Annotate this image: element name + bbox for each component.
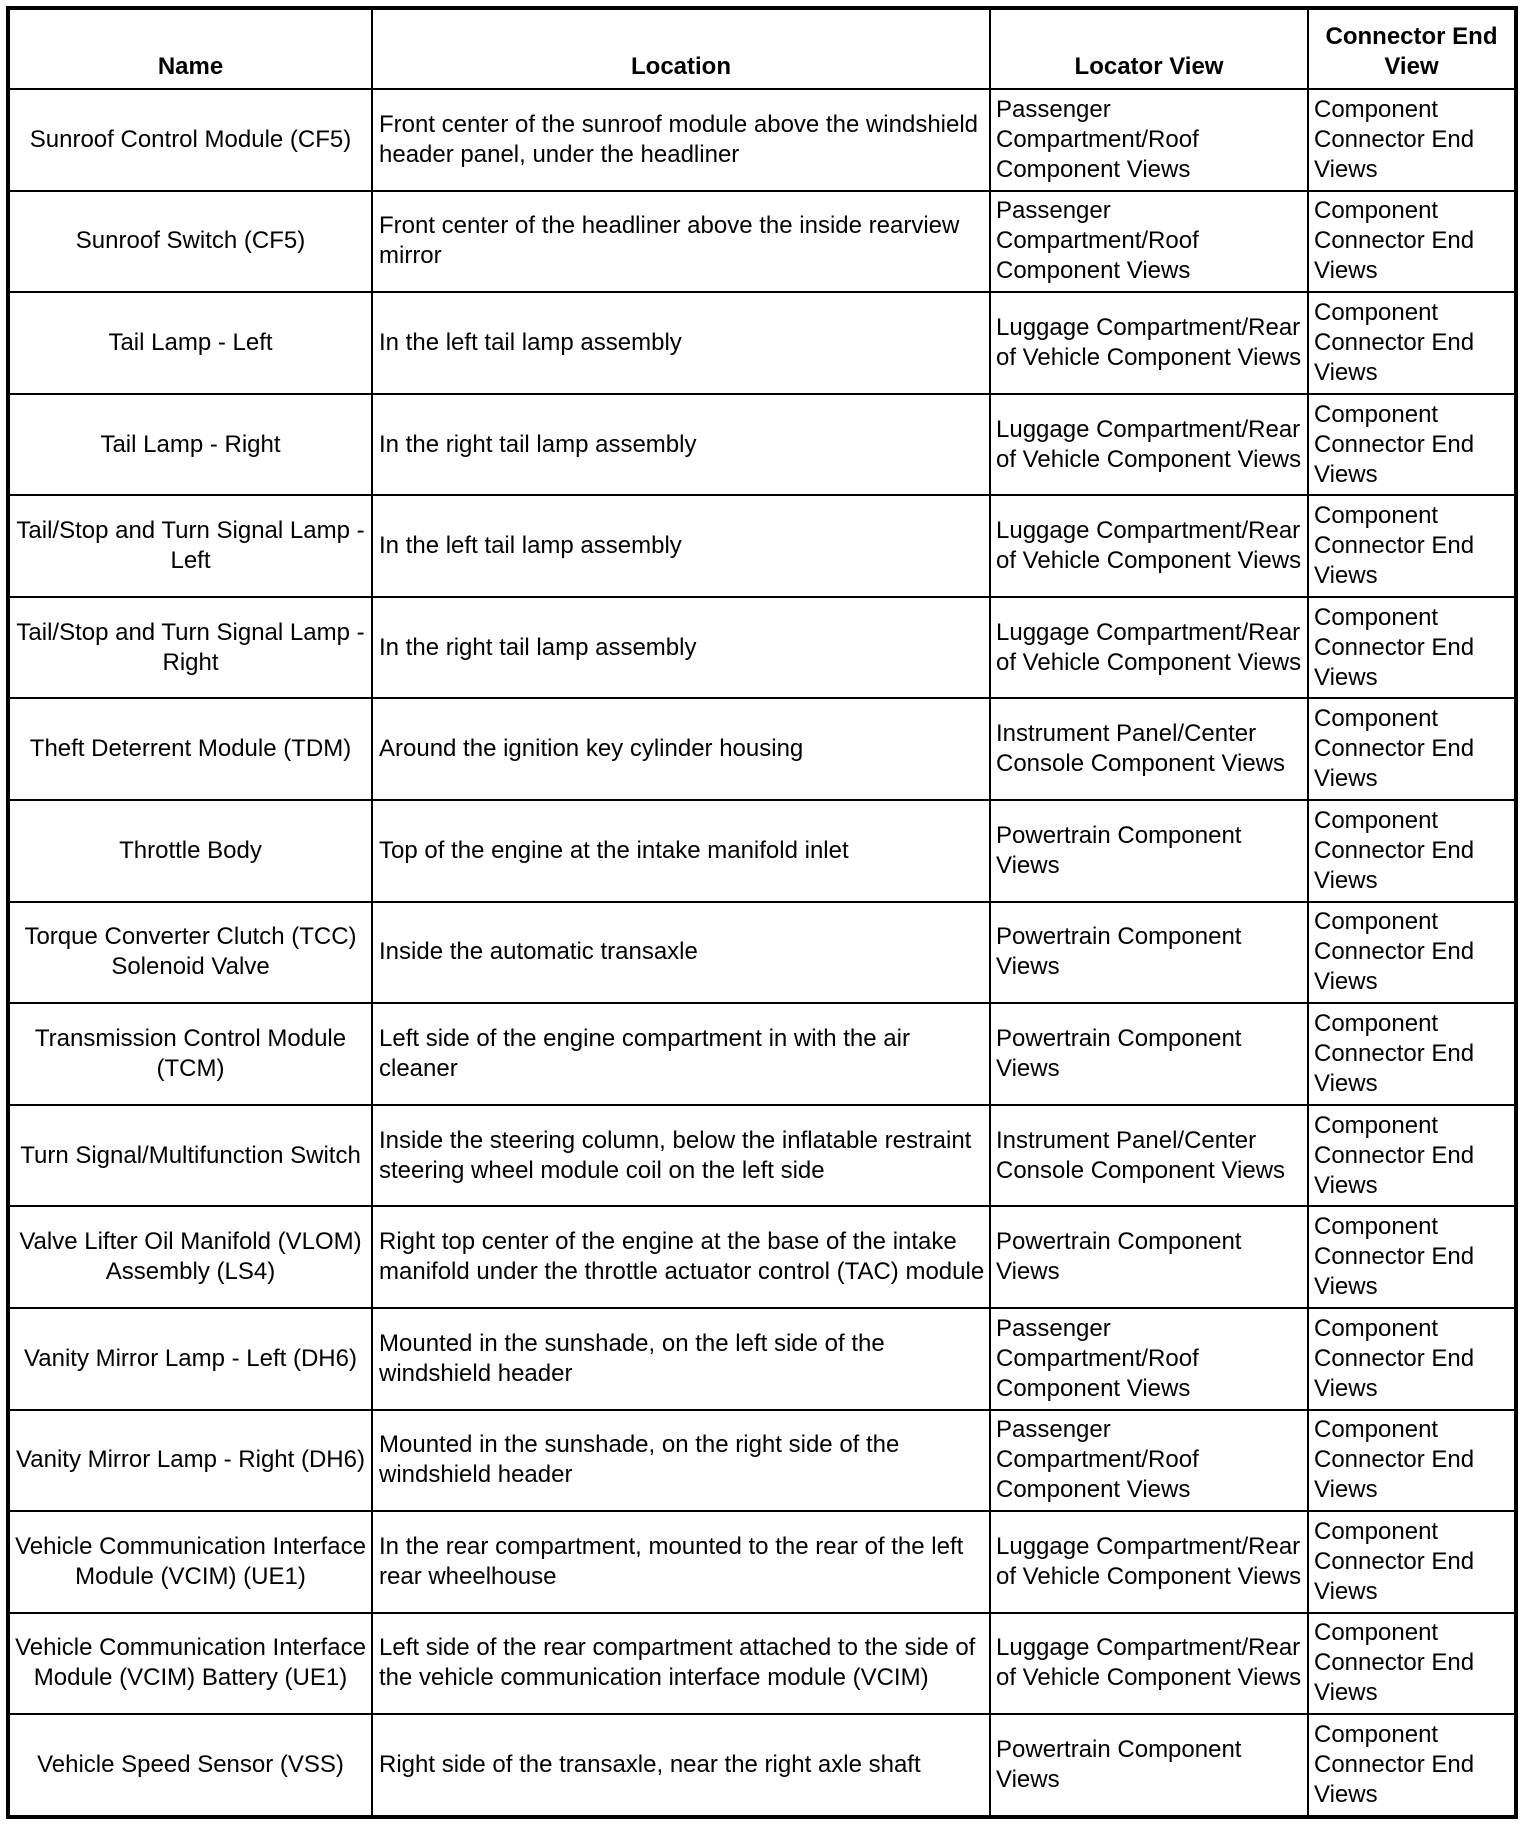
cell-name: Vanity Mirror Lamp - Right (DH6)	[8, 1410, 372, 1512]
cell-name: Valve Lifter Oil Manifold (VLOM) Assembly (LS4)	[8, 1206, 372, 1308]
table-row	[8, 1308, 1516, 1410]
component-locator-table	[6, 6, 1518, 1819]
table-row	[8, 800, 1516, 902]
cell-connector-end-view: Component Connector End Views	[1308, 800, 1516, 902]
cell-name: Tail Lamp - Left	[8, 292, 372, 394]
cell-location: In the rear compartment, mounted to the rear of the left rear wheelhouse	[372, 1511, 990, 1613]
cell-location: Mounted in the sunshade, on the left side of the windshield header	[372, 1308, 990, 1410]
cell-location: Inside the automatic transaxle	[372, 902, 990, 1004]
cell-name: Vehicle Speed Sensor (VSS)	[8, 1714, 372, 1817]
cell-location: Mounted in the sunshade, on the right side of the windshield header	[372, 1410, 990, 1512]
cell-connector-end-view: Component Connector End Views	[1308, 597, 1516, 699]
cell-name: Tail/Stop and Turn Signal Lamp - Left	[8, 495, 372, 597]
cell-location: In the left tail lamp assembly	[372, 495, 990, 597]
cell-location: Inside the steering column, below the inflatable restraint steering wheel module coil on the left side	[372, 1105, 990, 1207]
cell-locator-view: Luggage Compartment/Rear of Vehicle Component Views	[990, 597, 1308, 699]
cell-connector-end-view: Component Connector End Views	[1308, 1613, 1516, 1715]
cell-connector-end-view: Component Connector End Views	[1308, 191, 1516, 293]
cell-name: Vanity Mirror Lamp - Left (DH6)	[8, 1308, 372, 1410]
table-row	[8, 1206, 1516, 1308]
header-location: Location	[372, 8, 990, 89]
cell-locator-view: Luggage Compartment/Rear of Vehicle Component Views	[990, 394, 1308, 496]
cell-locator-view: Passenger Compartment/Roof Component Views	[990, 191, 1308, 293]
cell-locator-view: Powertrain Component Views	[990, 1714, 1308, 1817]
cell-location: Right top center of the engine at the base of the intake manifold under the throttle actuator control (TAC) module	[372, 1206, 990, 1308]
component-locator-table-container	[6, 6, 1514, 1819]
cell-locator-view: Passenger Compartment/Roof Component Views	[990, 1410, 1308, 1512]
cell-name: Sunroof Control Module (CF5)	[8, 89, 372, 191]
header-connector-end-view: Connector End View	[1308, 8, 1516, 89]
cell-location: Right side of the transaxle, near the right axle shaft	[372, 1714, 990, 1817]
table-row	[8, 1003, 1516, 1105]
table-row	[8, 495, 1516, 597]
cell-location: In the right tail lamp assembly	[372, 394, 990, 496]
cell-locator-view: Luggage Compartment/Rear of Vehicle Component Views	[990, 1511, 1308, 1613]
cell-locator-view: Passenger Compartment/Roof Component Views	[990, 89, 1308, 191]
cell-connector-end-view: Component Connector End Views	[1308, 1206, 1516, 1308]
cell-name: Turn Signal/Multifunction Switch	[8, 1105, 372, 1207]
cell-location: Top of the engine at the intake manifold inlet	[372, 800, 990, 902]
cell-location: Left side of the rear compartment attached to the side of the vehicle communication interface module (VCIM)	[372, 1613, 990, 1715]
cell-locator-view: Luggage Compartment/Rear of Vehicle Component Views	[990, 495, 1308, 597]
cell-location: In the right tail lamp assembly	[372, 597, 990, 699]
cell-connector-end-view: Component Connector End Views	[1308, 1003, 1516, 1105]
table-row	[8, 1511, 1516, 1613]
table-row	[8, 902, 1516, 1004]
cell-connector-end-view: Component Connector End Views	[1308, 1511, 1516, 1613]
cell-name: Tail/Stop and Turn Signal Lamp - Right	[8, 597, 372, 699]
table-row	[8, 597, 1516, 699]
cell-connector-end-view: Component Connector End Views	[1308, 292, 1516, 394]
header-name: Name	[8, 8, 372, 89]
cell-locator-view: Powertrain Component Views	[990, 800, 1308, 902]
cell-locator-view: Luggage Compartment/Rear of Vehicle Component Views	[990, 1613, 1308, 1715]
cell-connector-end-view: Component Connector End Views	[1308, 1308, 1516, 1410]
cell-locator-view: Powertrain Component Views	[990, 1206, 1308, 1308]
cell-location: Around the ignition key cylinder housing	[372, 698, 990, 800]
cell-connector-end-view: Component Connector End Views	[1308, 1714, 1516, 1817]
header-locator-view: Locator View	[990, 8, 1308, 89]
cell-location: Left side of the engine compartment in with the air cleaner	[372, 1003, 990, 1105]
cell-connector-end-view: Component Connector End Views	[1308, 698, 1516, 800]
table-row	[8, 89, 1516, 191]
cell-connector-end-view: Component Connector End Views	[1308, 89, 1516, 191]
table-row	[8, 394, 1516, 496]
table-row	[8, 1613, 1516, 1715]
cell-name: Vehicle Communication Interface Module (VCIM) (UE1)	[8, 1511, 372, 1613]
table-body	[8, 89, 1516, 1817]
table-row	[8, 1105, 1516, 1207]
cell-name: Torque Converter Clutch (TCC) Solenoid Valve	[8, 902, 372, 1004]
cell-location: Front center of the sunroof module above the windshield header panel, under the headliner	[372, 89, 990, 191]
cell-locator-view: Instrument Panel/Center Console Component Views	[990, 698, 1308, 800]
cell-connector-end-view: Component Connector End Views	[1308, 394, 1516, 496]
cell-locator-view: Powertrain Component Views	[990, 1003, 1308, 1105]
table-row	[8, 1410, 1516, 1512]
cell-locator-view: Powertrain Component Views	[990, 902, 1308, 1004]
header-row	[8, 8, 1516, 89]
table-row	[8, 191, 1516, 293]
table-row	[8, 1714, 1516, 1817]
table-row	[8, 698, 1516, 800]
cell-connector-end-view: Component Connector End Views	[1308, 1410, 1516, 1512]
table-row	[8, 292, 1516, 394]
cell-name: Tail Lamp - Right	[8, 394, 372, 496]
cell-connector-end-view: Component Connector End Views	[1308, 495, 1516, 597]
cell-location: In the left tail lamp assembly	[372, 292, 990, 394]
cell-name: Theft Deterrent Module (TDM)	[8, 698, 372, 800]
cell-locator-view: Passenger Compartment/Roof Component Views	[990, 1308, 1308, 1410]
table-header	[8, 8, 1516, 89]
cell-connector-end-view: Component Connector End Views	[1308, 902, 1516, 1004]
cell-connector-end-view: Component Connector End Views	[1308, 1105, 1516, 1207]
cell-locator-view: Instrument Panel/Center Console Component Views	[990, 1105, 1308, 1207]
cell-name: Vehicle Communication Interface Module (VCIM) Battery (UE1)	[8, 1613, 372, 1715]
cell-name: Throttle Body	[8, 800, 372, 902]
cell-name: Sunroof Switch (CF5)	[8, 191, 372, 293]
cell-locator-view: Luggage Compartment/Rear of Vehicle Component Views	[990, 292, 1308, 394]
cell-name: Transmission Control Module (TCM)	[8, 1003, 372, 1105]
cell-location: Front center of the headliner above the inside rearview mirror	[372, 191, 990, 293]
